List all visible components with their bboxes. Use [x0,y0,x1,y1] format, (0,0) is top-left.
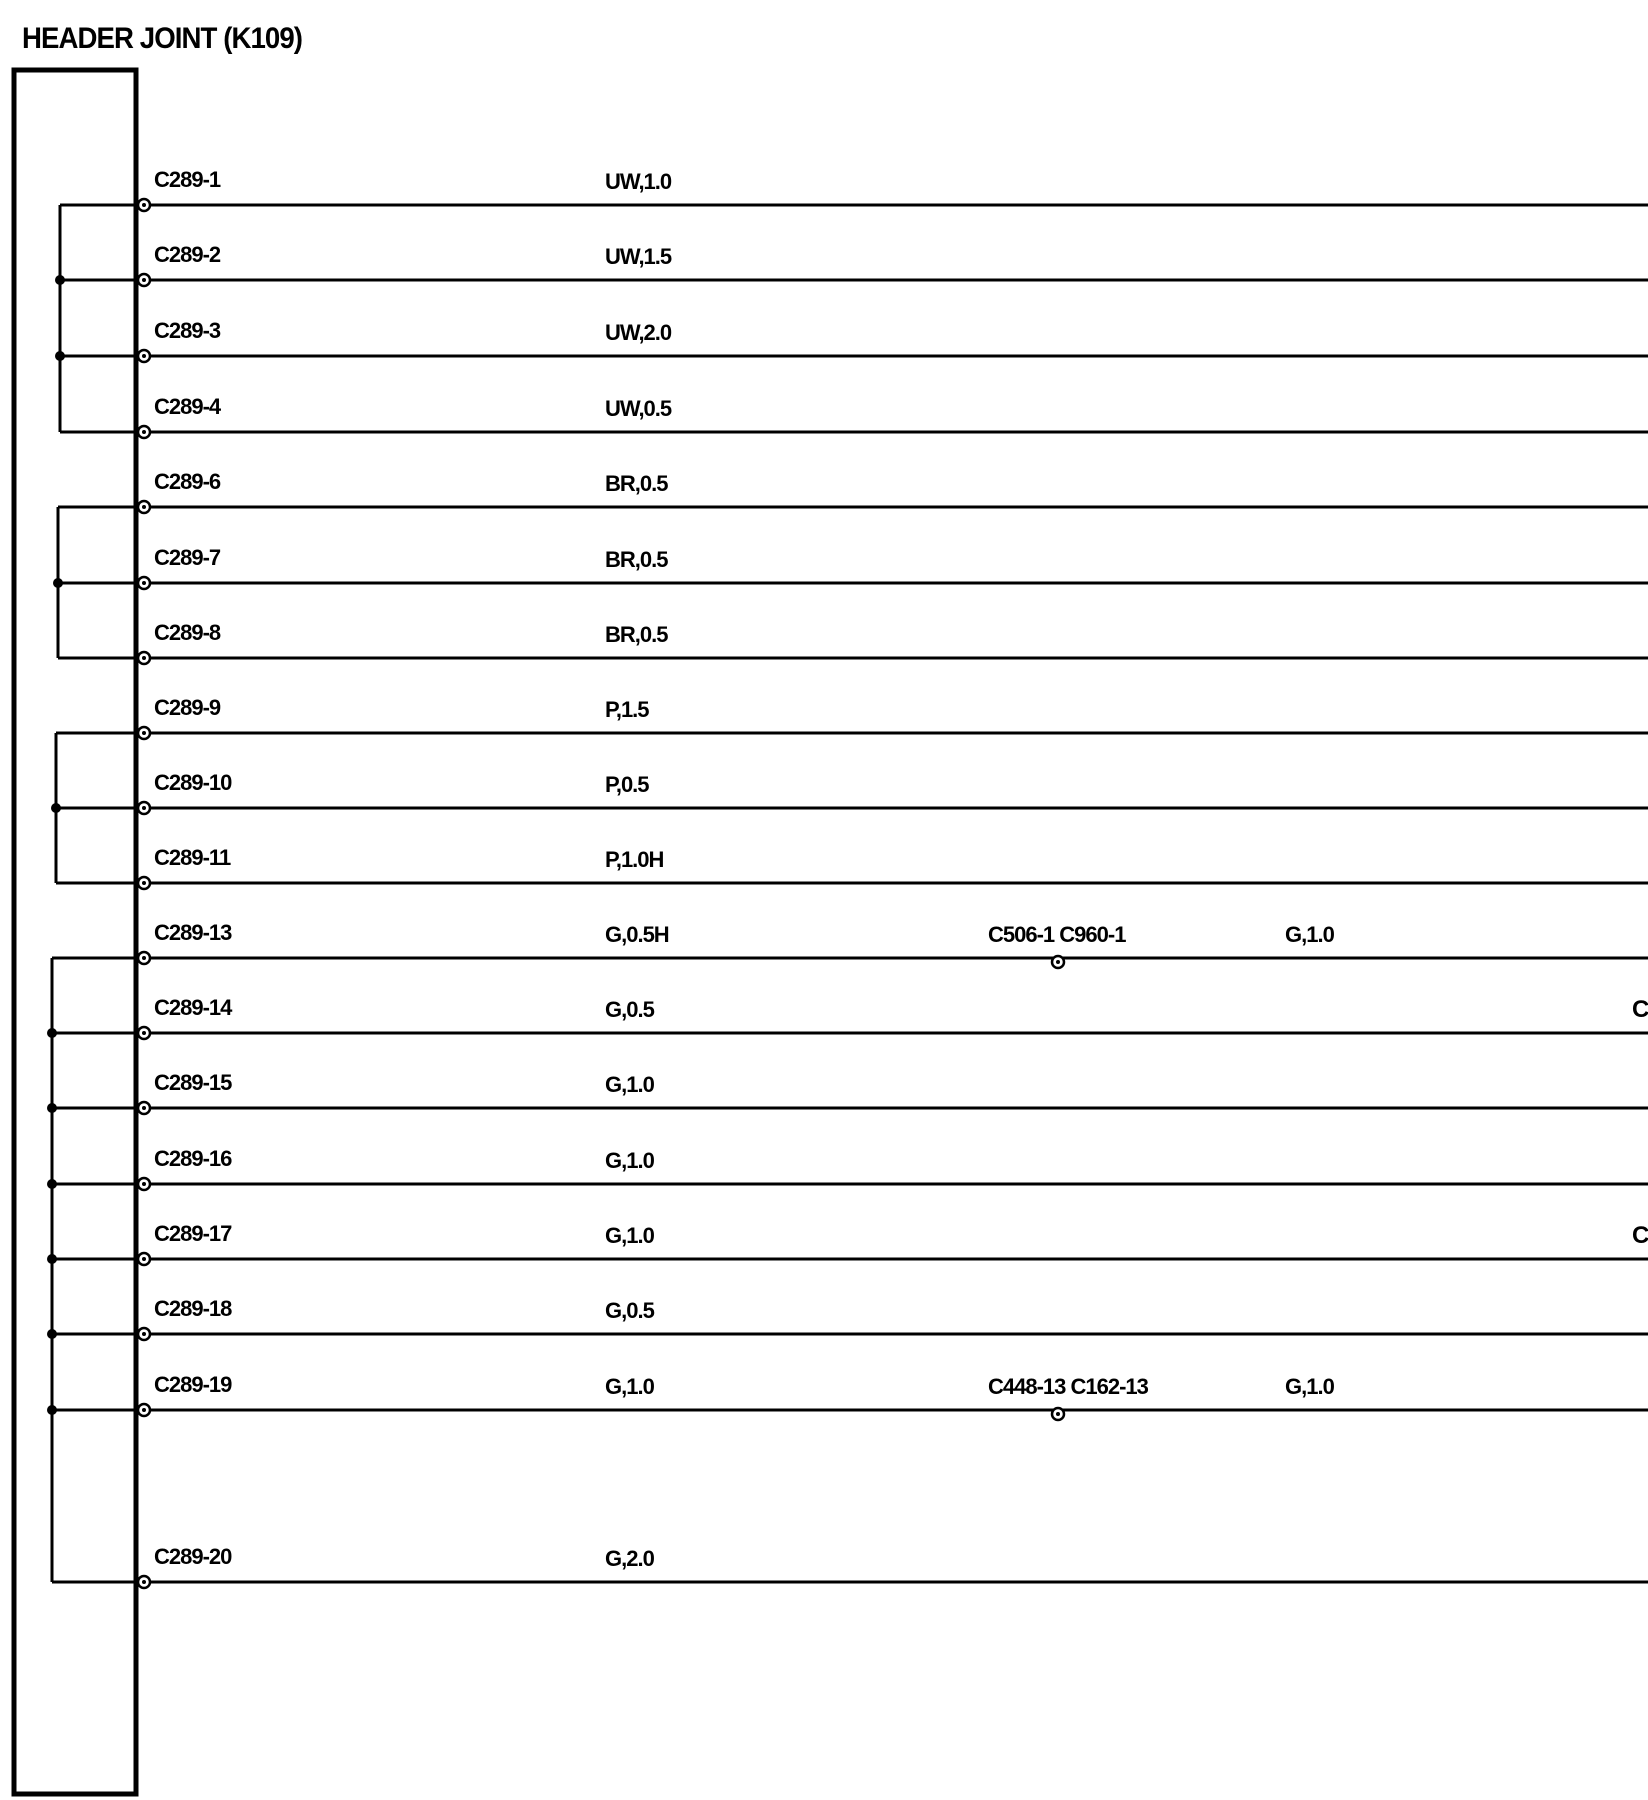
wire-color-label: BR,0.5 [605,622,668,647]
wire-c289-20 [138,1544,1648,1588]
wire-c289-6 [138,469,1648,513]
wire-c289-14 [138,995,1648,1039]
pin-label: C289-9 [154,695,221,720]
splice-node [47,1329,57,1339]
splice-node [51,803,61,813]
splice-node [55,275,65,285]
pin-terminal-center [142,881,146,885]
wire-color-label: G,0.5H [605,922,669,947]
pin-terminal-center [142,1031,146,1035]
pin-terminal-center [142,203,146,207]
pin-label: C289-3 [154,318,221,343]
wire-c289-17 [138,1221,1648,1265]
wire-c289-7 [138,545,1648,589]
pin-terminal-center [142,1257,146,1261]
pin-label: C289-4 [154,394,221,419]
pin-label: C289-7 [154,545,221,570]
pin-label: C289-2 [154,242,221,267]
wire-c289-9 [138,695,1648,739]
header-joint-box [14,70,136,1794]
wire-color-label: UW,0.5 [605,396,672,421]
pin-terminal-center [142,354,146,358]
wire-c289-11 [138,845,1648,889]
edge-label: C [1632,996,1648,1023]
pin-terminal-center [142,656,146,660]
pin-terminal-center [142,581,146,585]
wire-color-label: G,1.0 [605,1223,654,1248]
pin-terminal-center [142,1106,146,1110]
splice-node [55,351,65,361]
wire-color-label: G,0.5 [605,997,654,1022]
pin-label: C289-6 [154,469,221,494]
inline-connector-center [1056,1412,1060,1416]
pin-label: C289-20 [154,1544,232,1569]
pin-terminal-center [142,1332,146,1336]
wire-c289-10 [138,770,1648,814]
wire-color-label: G,0.5 [605,1298,654,1323]
wire-color-label: BR,0.5 [605,471,668,496]
wire-c289-8 [138,620,1648,664]
pin-label: C289-1 [154,167,221,192]
splice-group [47,958,138,1582]
wire-color-label-2: G,1.0 [1285,922,1334,947]
pin-terminal-center [142,1182,146,1186]
splice-node [47,1179,57,1189]
wire-color-label: G,2.0 [605,1546,654,1571]
wire-c289-4 [138,394,1648,438]
splice-group [55,205,138,432]
pin-terminal-center [142,806,146,810]
pin-label: C289-8 [154,620,221,645]
pin-label: C289-14 [154,995,232,1020]
pin-terminal-center [142,1408,146,1412]
wire-color-label: P,1.5 [605,697,649,722]
splice-node [47,1028,57,1038]
pin-label: C289-15 [154,1070,232,1095]
wire-color-label: UW,2.0 [605,320,672,345]
splice-group [53,507,138,658]
pin-terminal-center [142,430,146,434]
pin-terminal-center [142,731,146,735]
wire-c289-2 [138,242,1648,286]
pin-label: C289-13 [154,920,232,945]
wire-c289-18 [138,1296,1648,1340]
splice-group [51,733,138,883]
wire-color-label: BR,0.5 [605,547,668,572]
pin-label: C289-18 [154,1296,232,1321]
pin-terminal-center [142,505,146,509]
wire-color-label: UW,1.5 [605,244,672,269]
wire-c289-1 [138,167,1648,211]
inline-connector-label: C506-1 C960-1 [988,922,1126,947]
edge-label: C [1632,1222,1648,1249]
pin-label: C289-16 [154,1146,232,1171]
pin-terminal-center [142,1580,146,1584]
wire-c289-15 [138,1070,1648,1114]
wire-color-label: P,0.5 [605,772,649,797]
splice-node [47,1103,57,1113]
pin-label: C289-10 [154,770,232,795]
pin-label: C289-11 [154,845,231,870]
wire-color-label: G,1.0 [605,1148,654,1173]
splice-node [47,1254,57,1264]
splice-node [47,1405,57,1415]
wire-color-label-2: G,1.0 [1285,1374,1334,1399]
splice-node [53,578,63,588]
pin-terminal-center [142,956,146,960]
wire-c289-16 [138,1146,1648,1190]
wire-color-label: G,1.0 [605,1374,654,1399]
pin-label: C289-17 [154,1221,232,1246]
wire-c289-13 [138,920,1648,968]
wire-color-label: G,1.0 [605,1072,654,1097]
inline-connector-center [1056,960,1060,964]
wire-color-label: UW,1.0 [605,169,672,194]
wire-c289-3 [138,318,1648,362]
wire-color-label: P,1.0H [605,847,664,872]
pin-terminal-center [142,278,146,282]
diagram-title: HEADER JOINT (K109) [22,22,303,55]
inline-connector-label: C448-13 C162-13 [988,1374,1148,1399]
wire-c289-19 [138,1372,1648,1420]
pin-label: C289-19 [154,1372,232,1397]
